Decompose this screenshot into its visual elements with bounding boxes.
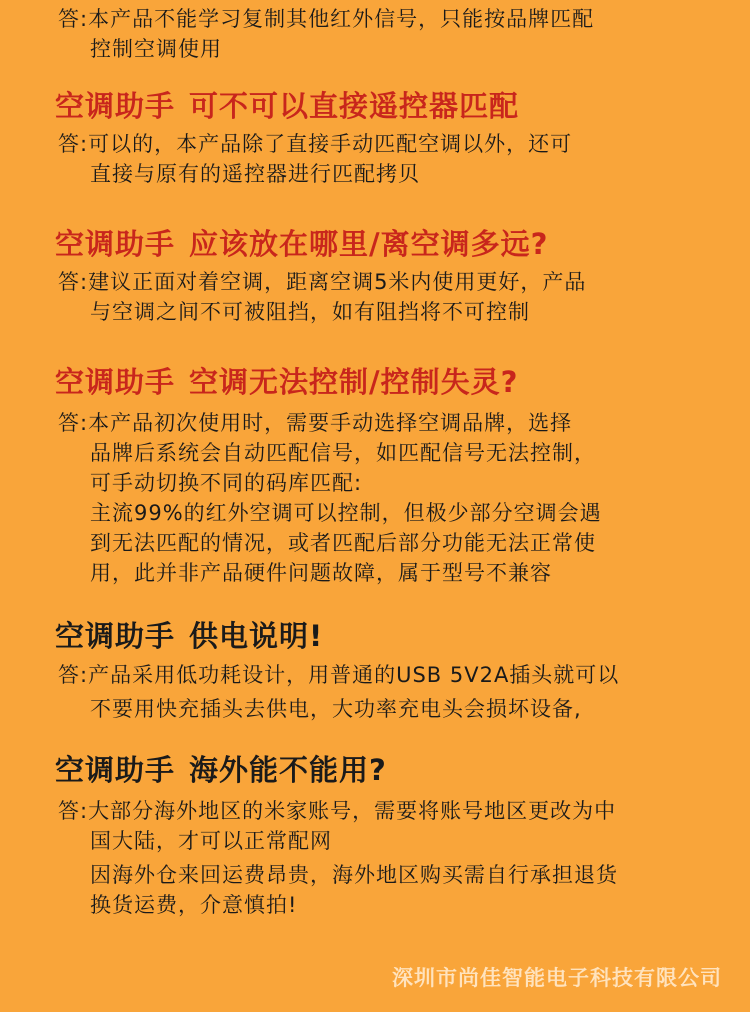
answer-block-2: [58, 129, 572, 189]
answer-line: 答:本产品初次使用时，需要手动选择空调品牌，选择: [58, 411, 573, 435]
answer-line: 控制空调使用: [90, 37, 222, 61]
question-prefix: 空调助手: [55, 619, 176, 653]
question-heading-placement: [55, 222, 548, 263]
question-topic: 海外能不能用?: [189, 753, 387, 787]
answer-line: 答:大部分海外地区的米家账号，需要将账号地区更改为中: [58, 799, 617, 823]
question-topic: 空调无法控制/控制失灵?: [189, 365, 519, 399]
answer-line: 答:可以的，本产品除了直接手动匹配空调以外，还可: [58, 132, 573, 156]
answer-line: 与空调之间不可被阻挡，如有阻挡将不可控制: [90, 300, 530, 324]
answer-line: 换货运费，介意慎拍!: [90, 893, 298, 917]
answer-block-1: [58, 4, 594, 64]
answer-block-3: [58, 267, 586, 327]
question-topic: 供电说明!: [189, 619, 324, 653]
answer-line: 用，此并非产品硬件问题故障，属于型号不兼容: [90, 561, 552, 585]
answer-block-6: [58, 796, 618, 920]
answer-line: 直接与原有的遥控器进行匹配拷贝: [90, 162, 420, 186]
answer-block-4: [58, 408, 602, 588]
question-heading-overseas-use: [55, 748, 387, 789]
answer-line: 答:本产品不能学习复制其他红外信号，只能按品牌匹配: [58, 7, 595, 31]
answer-line: 国大陆，才可以正常配网: [90, 829, 332, 853]
answer-line: 主流99%的红外空调可以控制，但极少部分空调会遇: [90, 501, 602, 525]
answer-line: 品牌后系统会自动匹配信号，如匹配信号无法控制，: [90, 441, 596, 465]
company-footer: 深圳市尚佳智能电子科技有限公司: [392, 966, 722, 990]
answer-line: 因海外仓来回运费昂贵，海外地区购买需自行承担退货: [90, 863, 618, 887]
question-heading-control-failure: [55, 360, 518, 401]
answer-block-5: [58, 660, 619, 724]
answer-line: 答:产品采用低功耗设计，用普通的USB 5V2A插头就可以: [58, 663, 620, 687]
answer-line: 答:建议正面对着空调，距离空调5米内使用更好，产品: [58, 270, 587, 294]
question-heading-remote-matching: [55, 84, 519, 125]
question-topic: 可不可以直接遥控器匹配: [189, 89, 520, 123]
answer-line: 到无法匹配的情况，或者匹配后部分功能无法正常使: [90, 531, 596, 555]
answer-line: 不要用快充插头去供电，大功率充电头会损坏设备,: [90, 697, 582, 721]
question-prefix: 空调助手: [55, 365, 176, 399]
question-prefix: 空调助手: [55, 227, 176, 261]
question-topic: 应该放在哪里/离空调多远?: [189, 227, 549, 261]
answer-line: 可手动切换不同的码库匹配:: [90, 471, 363, 495]
question-prefix: 空调助手: [55, 89, 176, 123]
question-prefix: 空调助手: [55, 753, 176, 787]
question-heading-power-supply: [55, 614, 323, 655]
